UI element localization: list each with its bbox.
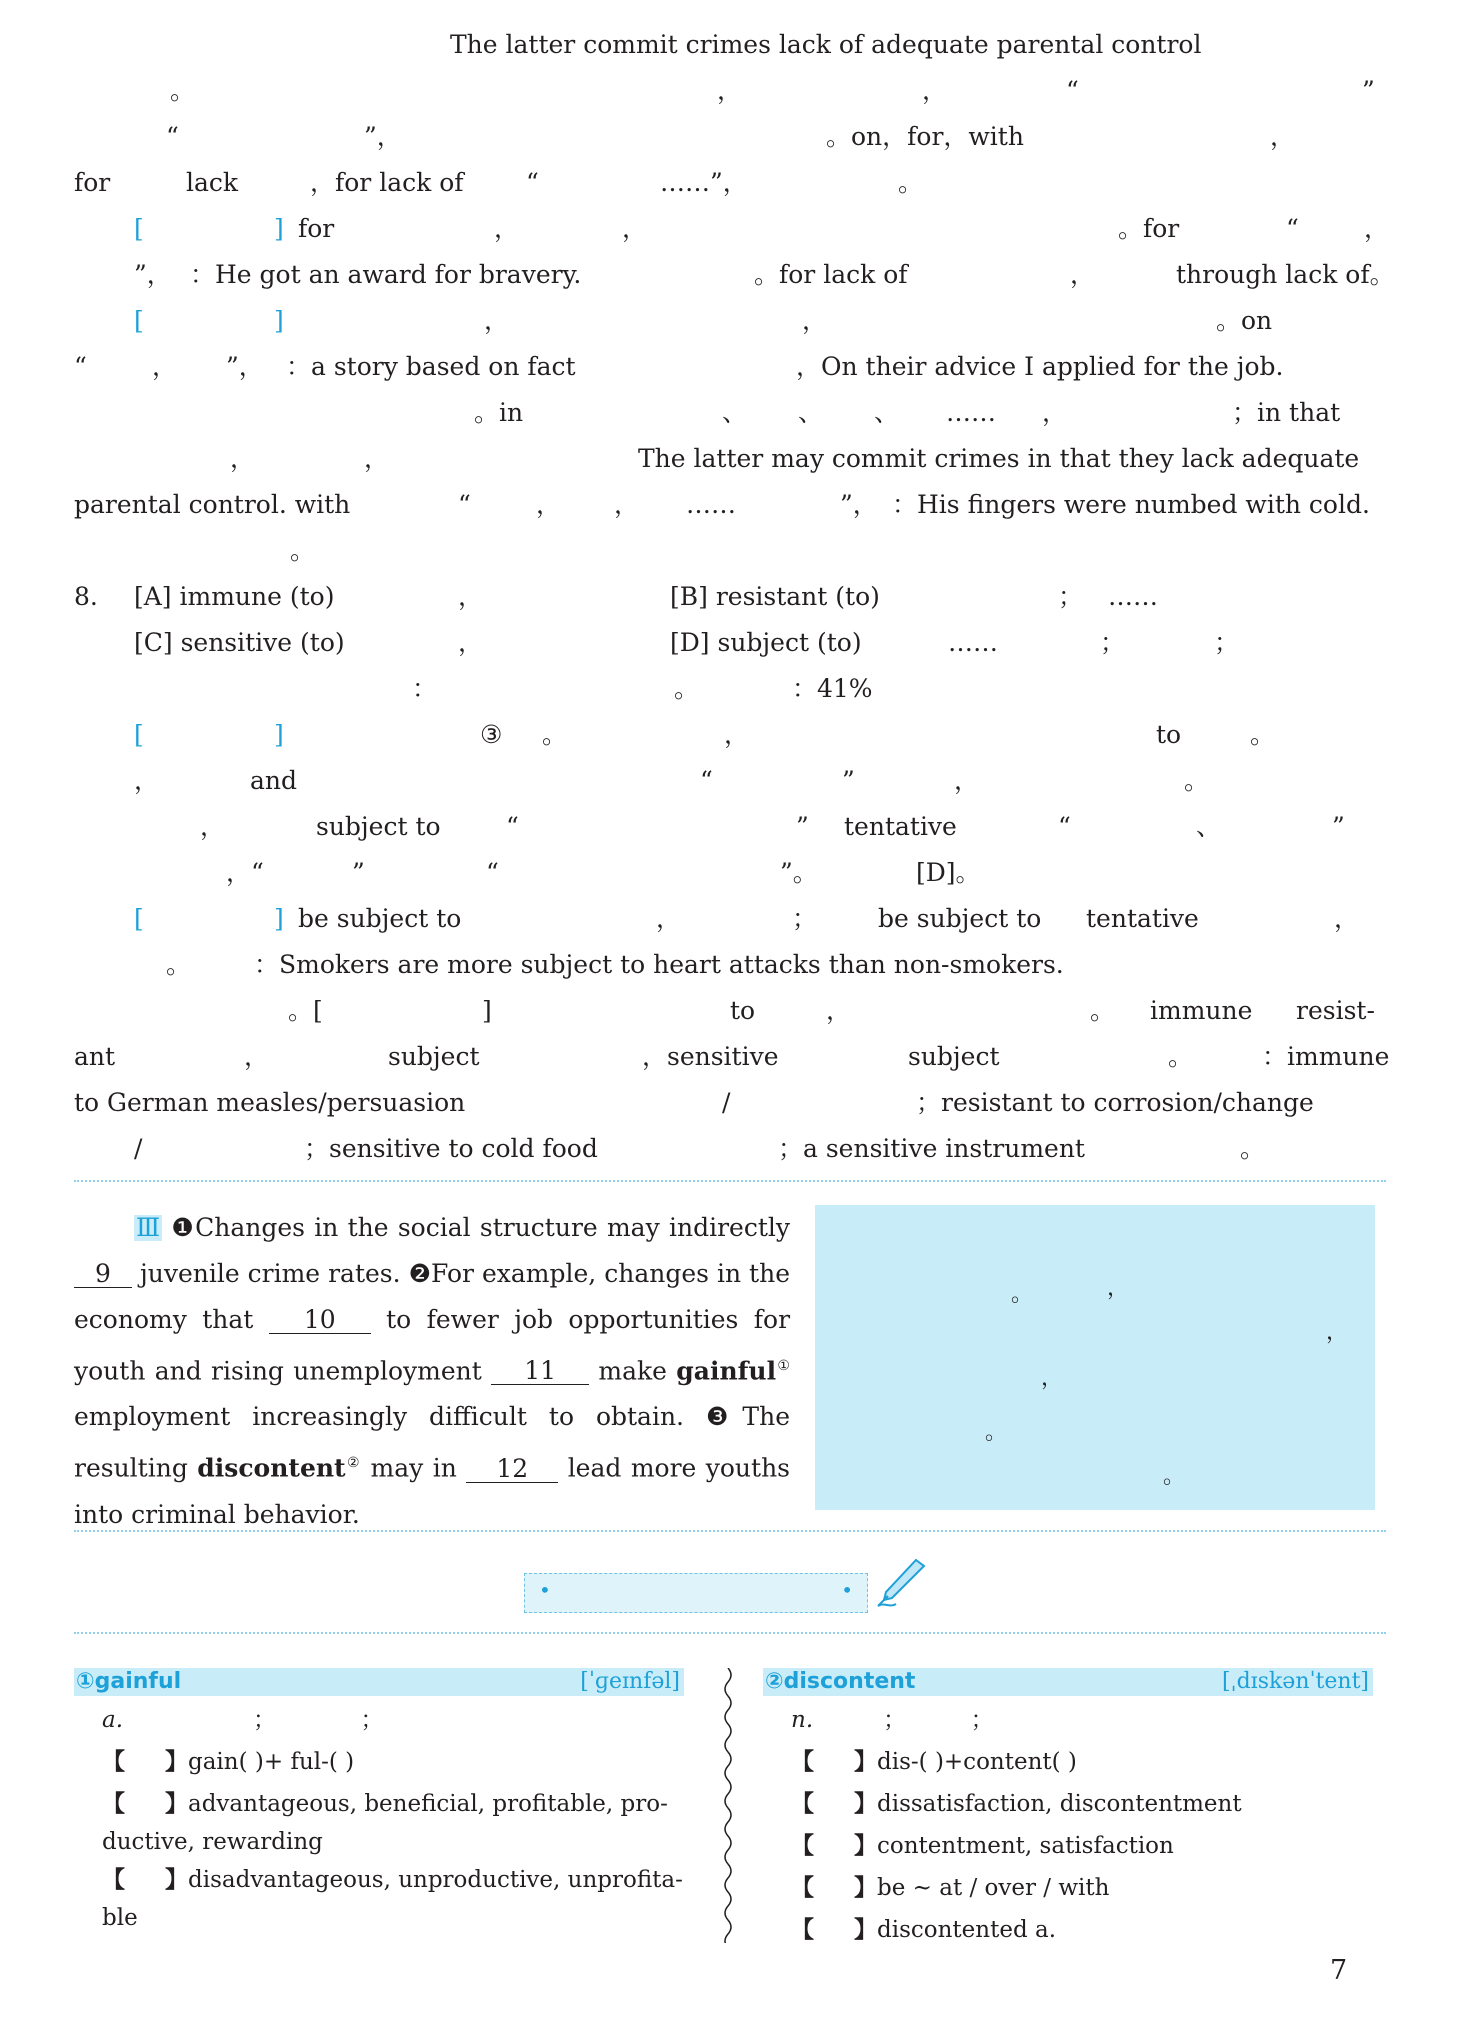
punct: ； <box>883 1707 895 1733</box>
text: ；sensitive to cold food <box>304 1134 598 1163</box>
text: to <box>1156 720 1182 749</box>
bracket: 【 <box>102 1748 125 1775</box>
punct: ”， <box>226 352 264 381</box>
answer: [D]。 <box>916 858 981 887</box>
punct: ， <box>717 76 743 105</box>
part-of-speech <box>763 1700 1373 1741</box>
phrase <box>763 1867 1373 1909</box>
text: to <box>730 996 756 1025</box>
vocab-word: ②discontent <box>765 1669 916 1694</box>
sentence-2: For example, changes in the economy that <box>74 1259 790 1334</box>
text: for <box>74 168 111 197</box>
divider <box>74 1530 1386 1532</box>
punct: ， <box>1364 214 1390 243</box>
punct: ： <box>412 674 438 703</box>
tag-close: ] <box>274 214 284 243</box>
text: ant <box>74 1042 116 1071</box>
blank-10[interactable]: 10 <box>269 1307 371 1334</box>
text: ：He got an award for bravery. <box>190 260 582 289</box>
punct: “ <box>700 766 713 795</box>
punct: ， <box>536 490 562 519</box>
punct: ， <box>1107 1276 1130 1301</box>
punct: 、 <box>874 398 900 427</box>
tag-open: [ <box>134 306 144 335</box>
synonym-text: dissatisfaction, discontentment <box>877 1791 1242 1817</box>
option-d: [D] subject (to) <box>670 628 862 657</box>
punct: ， <box>230 444 256 473</box>
punct: 、 <box>798 398 824 427</box>
punct: ， <box>622 214 648 243</box>
text: ：a story based on fact <box>286 352 576 381</box>
punct: ， <box>614 490 640 519</box>
text: through lack of。 <box>1176 260 1395 289</box>
sentence-marker: ❷ <box>408 1259 432 1288</box>
punct: 。 <box>1163 1464 1186 1489</box>
sentence-1-end: juvenile crime rates. <box>140 1259 401 1288</box>
pos: a. <box>102 1707 124 1733</box>
punct: 。 <box>1250 720 1276 749</box>
punct: 。 <box>674 674 700 703</box>
text: subject <box>388 1042 480 1071</box>
punct: 。[ <box>288 996 323 1025</box>
punct: ， <box>458 628 484 657</box>
text: …… <box>946 398 996 427</box>
bracket: 】 <box>165 1748 188 1775</box>
example: ：Smokers are more subject to heart attacks than non-smokers. <box>254 950 1064 979</box>
text: 。on，for，with <box>826 122 1024 151</box>
text: …… <box>948 628 998 657</box>
synonyms <box>763 1783 1373 1825</box>
text: ；resistant to corrosion/change <box>916 1088 1314 1117</box>
text: ：His fingers were numbed with cold. <box>892 490 1370 519</box>
tag-open: [ <box>134 214 144 243</box>
punct: ， <box>1042 398 1068 427</box>
punct: ”， <box>364 122 402 151</box>
bracket: 】 <box>165 1866 188 1893</box>
synonym-text: advantageous, beneficial, profitable, pro- <box>188 1791 668 1817</box>
punct: 。 <box>1184 766 1210 795</box>
derivative <box>763 1909 1373 1951</box>
punct: ， <box>494 214 520 243</box>
sentence-2-end: employment increasingly difficult to obtain. <box>74 1402 685 1432</box>
text: immune <box>1150 996 1253 1025</box>
punct: “ <box>458 490 471 519</box>
punct: ” <box>1362 76 1375 105</box>
punct: ， <box>802 306 828 335</box>
punct: 。 <box>898 168 924 197</box>
punct: ； <box>1100 628 1126 657</box>
banner-dot: • <box>539 1578 551 1602</box>
bracket: 【 <box>102 1790 125 1817</box>
punct: ； <box>970 1707 994 1733</box>
phonetic: [ˈɡeɪnfəl] <box>580 1669 680 1694</box>
wave-divider <box>717 1668 739 1943</box>
punct: 、 <box>722 398 748 427</box>
section-banner <box>524 1573 868 1613</box>
bracket: 【 <box>791 1748 814 1775</box>
bracket: 】 <box>854 1916 877 1943</box>
phrase-text: be ~ at / over / with <box>877 1875 1110 1901</box>
text: parental control. with <box>74 490 351 519</box>
sentence-marker: ❶ <box>171 1213 196 1242</box>
text: ，On their advice I applied for the job. <box>796 352 1284 381</box>
text: 。on <box>1216 306 1273 335</box>
punct: ； <box>1058 582 1084 611</box>
punct: ， <box>1070 260 1096 289</box>
punct: “ <box>1058 812 1071 841</box>
punct: 。 <box>542 720 568 749</box>
text: …… <box>1108 582 1158 611</box>
punct: “ <box>506 812 519 841</box>
punct: 。 <box>1011 1282 1034 1307</box>
option-c: [C] sensitive (to) <box>134 628 345 657</box>
sentence-3-end: lead more youths into criminal behavior. <box>74 1453 791 1529</box>
punct: ， <box>826 996 852 1025</box>
tag-open: [ <box>134 904 144 933</box>
morphology <box>74 1741 684 1783</box>
bracket: 】 <box>165 1790 188 1817</box>
punct: ， <box>1334 904 1360 933</box>
divider <box>74 1632 1386 1634</box>
keyword-gainful[interactable]: gainful <box>676 1356 777 1386</box>
blank-11[interactable]: 11 <box>491 1358 589 1385</box>
part-of-speech <box>74 1700 684 1741</box>
sentence-3: The resulting <box>74 1402 790 1483</box>
bracket: 】 <box>854 1790 877 1817</box>
punct: ， <box>200 812 226 841</box>
blank-12[interactable]: 12 <box>466 1456 558 1483</box>
bracket: 】 <box>854 1832 877 1859</box>
keyword-discontent[interactable]: discontent <box>197 1453 346 1483</box>
text: The latter may commit crimes in that they lack adequate <box>638 444 1360 473</box>
vocab-discontent <box>763 1668 1373 1951</box>
bracket: 】 <box>854 1748 877 1775</box>
tag-close: ] <box>274 306 284 335</box>
text: ，for lack of <box>310 168 464 197</box>
bracket: 【 <box>791 1916 814 1943</box>
section-roman-numeral: Ⅲ <box>136 1213 161 1242</box>
vocab-gainful <box>74 1668 684 1935</box>
sentence-1: Changes in the social structure may indirectly <box>195 1213 790 1242</box>
punct: ， <box>244 1042 270 1071</box>
text: subject <box>908 1042 1000 1071</box>
punct: ， <box>922 76 948 105</box>
punct: ， <box>458 582 484 611</box>
punct: ， <box>152 352 178 381</box>
text: tentative <box>844 812 957 841</box>
antonym-text-cont: ble <box>102 1905 138 1931</box>
bracket: 【 <box>102 1866 125 1893</box>
morph-text: dis-( )+content( ) <box>877 1749 1077 1775</box>
text: ：immune <box>1262 1042 1390 1071</box>
punct: 。 <box>170 76 196 105</box>
punct: ， <box>1041 1366 1064 1391</box>
sentence-marker: ❸ <box>705 1402 743 1432</box>
morphology <box>763 1741 1373 1783</box>
punct: 。 <box>1240 1134 1266 1163</box>
punct: ， <box>724 720 750 749</box>
punct: ； <box>360 1707 384 1733</box>
synonym-text-cont: ductive, rewarding <box>102 1829 323 1855</box>
punct: 。 <box>1168 1042 1194 1071</box>
text: ；a sensitive instrument <box>778 1134 1085 1163</box>
page-number: 7 <box>1330 1955 1348 1986</box>
punct: 、 <box>1196 812 1222 841</box>
tag-close: ] <box>274 904 284 933</box>
footnote-marker: ② <box>345 1455 362 1472</box>
text: resist- <box>1296 996 1375 1025</box>
punct: “ <box>1066 76 1079 105</box>
punct: ” <box>352 858 365 887</box>
punct: ； <box>253 1707 265 1733</box>
punct: “ <box>166 122 179 151</box>
antonym-text: contentment, satisfaction <box>877 1833 1174 1859</box>
punct: ”， <box>134 260 172 289</box>
punct: ” <box>796 812 809 841</box>
synonyms <box>74 1783 684 1825</box>
punct: ， <box>484 306 510 335</box>
bracket: 】 <box>854 1874 877 1901</box>
punct: “ <box>1286 214 1299 243</box>
vocab-word: ①gainful <box>76 1669 182 1694</box>
text: 。for lack of <box>754 260 908 289</box>
punct: ， <box>364 444 390 473</box>
circle-number: ③ <box>480 720 503 749</box>
text: be subject to <box>878 904 1042 933</box>
text: and <box>250 766 298 795</box>
text: tentative <box>1086 904 1199 933</box>
phonetic: [ˌdɪskənˈtent] <box>1221 1669 1369 1694</box>
punct: “ <box>74 352 87 381</box>
correct-rate: ：41% <box>792 674 873 703</box>
punct: ， <box>134 766 160 795</box>
banner-dot: • <box>841 1578 853 1602</box>
pen-icon <box>874 1556 930 1612</box>
punct: ，“ <box>226 858 264 887</box>
punct: ” <box>842 766 855 795</box>
text: subject to <box>316 812 441 841</box>
sentence-2-cont: to fewer job opportunities for youth and rising unemployment <box>74 1305 791 1386</box>
punct: ， <box>954 766 980 795</box>
pos: n. <box>791 1707 814 1733</box>
text: to German measles/persuasion <box>74 1088 466 1117</box>
punct: ， <box>656 904 682 933</box>
punct: 。 <box>290 536 316 565</box>
footnote-marker: ① <box>776 1358 790 1374</box>
translation-box <box>815 1205 1375 1510</box>
text: ，sensitive <box>642 1042 779 1071</box>
sentence-3-cont: may in <box>370 1453 457 1483</box>
tag-open: [ <box>134 720 144 749</box>
option-a: [A] immune (to) <box>134 582 335 611</box>
tag-close: ] <box>274 720 284 749</box>
sentence-2-cont: make <box>598 1356 667 1386</box>
section-3-passage <box>74 1205 790 1538</box>
bracket: 【 <box>791 1832 814 1859</box>
punct: ] <box>482 996 492 1025</box>
option-b: [B] resistant (to) <box>670 582 880 611</box>
punct: ”， <box>840 490 878 519</box>
text: …… <box>686 490 736 519</box>
text: The latter commit crimes lack of adequate parental control <box>450 30 1202 59</box>
punct: ， <box>1270 122 1296 151</box>
antonym-text: disadvantageous, unproductive, unprofita- <box>188 1867 683 1893</box>
derivative-text: discontented a. <box>877 1917 1057 1943</box>
punct: ； <box>792 904 818 933</box>
vocab-heading <box>74 1668 684 1696</box>
punct: “ <box>526 168 539 197</box>
text: / <box>134 1134 143 1163</box>
punct: 。 <box>1090 996 1116 1025</box>
text: ；in that <box>1232 398 1341 427</box>
punct: ” <box>1332 812 1345 841</box>
antonyms <box>763 1825 1373 1867</box>
divider <box>74 1180 1386 1182</box>
text: 。in <box>474 398 524 427</box>
bracket: 【 <box>791 1874 814 1901</box>
question-number: 8. <box>74 582 98 611</box>
punct: 。 <box>166 950 192 979</box>
vocab-heading <box>763 1668 1373 1696</box>
morph-text: gain( )+ ful-( ) <box>188 1749 355 1775</box>
punct: ， <box>1326 1320 1349 1345</box>
bracket: 【 <box>791 1790 814 1817</box>
blank-9[interactable]: 9 <box>74 1261 132 1288</box>
punct: ”。 <box>780 858 818 887</box>
text: ……”， <box>660 168 748 197</box>
punct: 。 <box>985 1420 1008 1445</box>
punct: “ <box>486 858 499 887</box>
text: / <box>722 1088 731 1117</box>
text: lack <box>186 168 239 197</box>
antonyms <box>74 1859 684 1901</box>
punct: ； <box>1214 628 1240 657</box>
text: for <box>298 214 335 243</box>
text: 。for <box>1118 214 1180 243</box>
text: be subject to <box>298 904 462 933</box>
